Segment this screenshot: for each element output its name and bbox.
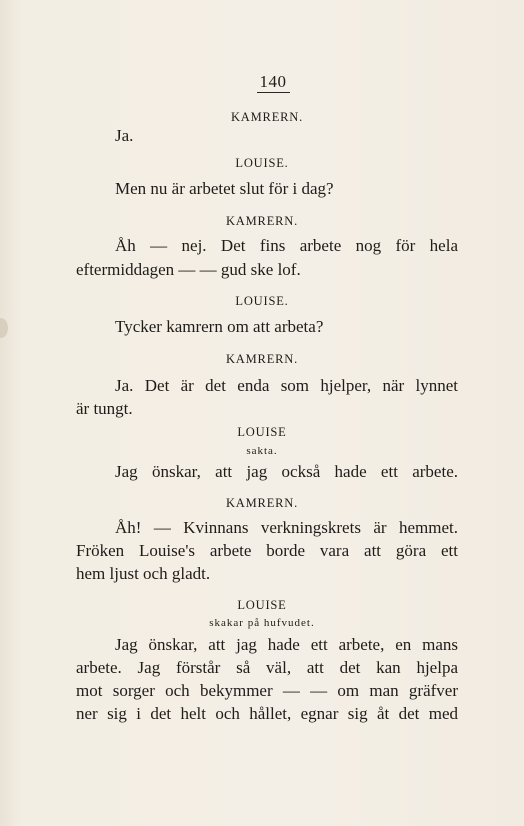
dialogue-line: Ja. Det är det enda som hjelper, när lynnet [115, 376, 458, 395]
speaker-name: LOUISE [237, 425, 287, 439]
dialogue-line: Ja. [115, 126, 134, 145]
dialogue-line: Åh! — Kvinnans verkningskrets är hemmet. [115, 518, 458, 537]
speaker-name: KAMRERN. [225, 352, 299, 366]
dialogue-line: Jag önskar, att jag också hade ett arbete. [115, 462, 458, 481]
dialogue-line: Jag önskar, att jag hade ett arbete, en mans [115, 635, 458, 654]
speaker-name: LOUISE [237, 598, 287, 612]
page-number: 140 [0, 72, 524, 93]
speaker-name: KAMRERN. [225, 496, 299, 510]
dialogue-line: är tungt. [76, 399, 133, 418]
dialogue-line: Tycker kamrern om att arbeta? [115, 317, 324, 336]
speaker-name: LOUISE. [235, 294, 289, 308]
dialogue-line: Åh — nej. Det fins arbete nog för hela [115, 236, 458, 255]
stage-direction: sakta. [246, 445, 278, 457]
dialogue-line: hem ljust och gladt. [76, 564, 211, 583]
speaker-name: LOUISE. [235, 156, 289, 170]
speaker-name: KAMRERN. [230, 110, 304, 124]
speaker-name: KAMRERN. [225, 214, 299, 228]
page-edge-mark [0, 318, 8, 338]
dialogue-line: ner sig i det helt och hållet, egnar sig åt det med [76, 704, 458, 723]
dialogue-line: Fröken Louise's arbete borde vara att göra ett [76, 541, 458, 560]
dialogue-line: mot sorger och bekymmer — — om man gräfver [76, 681, 458, 700]
stage-direction: skakar på hufvudet. [209, 617, 315, 629]
dialogue-line: arbete. Jag förstår så väl, att det kan hjelpa [76, 658, 458, 677]
dialogue-line: Men nu är arbetet slut för i dag? [115, 179, 334, 198]
dialogue-line: eftermiddagen — — gud ske lof. [76, 260, 301, 279]
